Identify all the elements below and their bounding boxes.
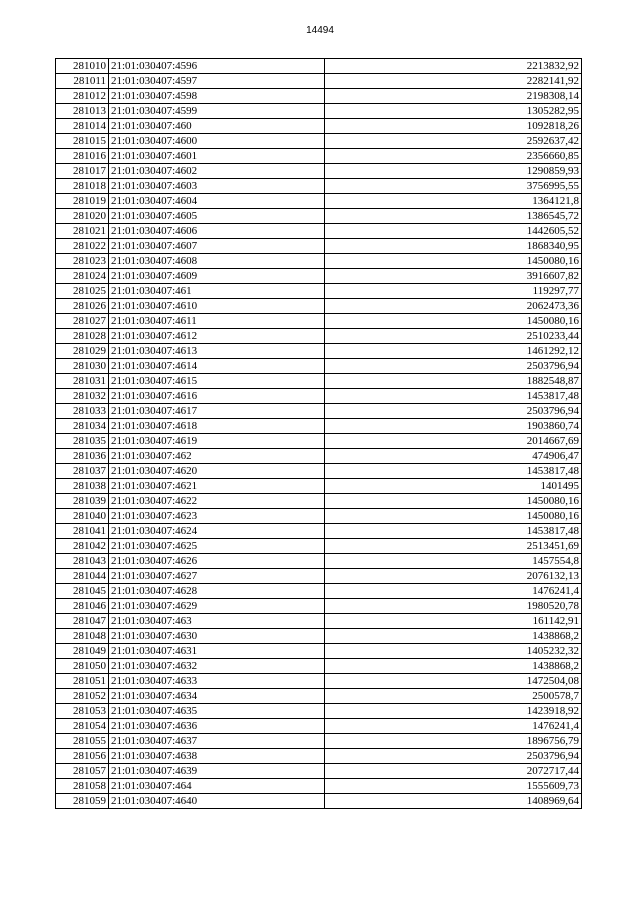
row-id-cell: 281028 — [56, 329, 109, 344]
value-cell: 1450080,16 — [325, 314, 582, 329]
table-row — [56, 734, 582, 749]
row-id-cell: 281050 — [56, 659, 109, 674]
cadastral-number-cell: 21:01:030407:4617 — [109, 404, 325, 419]
value-cell: 1092818,26 — [325, 119, 582, 134]
table-row — [56, 299, 582, 314]
value-cell: 1450080,16 — [325, 494, 582, 509]
row-id-cell: 281033 — [56, 404, 109, 419]
row-id-cell: 281011 — [56, 74, 109, 89]
cadastral-number-cell: 21:01:030407:4639 — [109, 764, 325, 779]
row-id-cell: 281035 — [56, 434, 109, 449]
table-row — [56, 629, 582, 644]
value-cell: 1450080,16 — [325, 509, 582, 524]
row-id-cell: 281044 — [56, 569, 109, 584]
table-row — [56, 74, 582, 89]
cadastral-number-cell: 21:01:030407:4596 — [109, 59, 325, 74]
table-row — [56, 749, 582, 764]
table-row — [56, 269, 582, 284]
table-row — [56, 689, 582, 704]
value-cell: 2592637,42 — [325, 134, 582, 149]
row-id-cell: 281055 — [56, 734, 109, 749]
cadastral-number-cell: 21:01:030407:4621 — [109, 479, 325, 494]
table-row — [56, 359, 582, 374]
cadastral-number-cell: 21:01:030407:4603 — [109, 179, 325, 194]
value-cell: 2072717,44 — [325, 764, 582, 779]
cadastral-number-cell: 21:01:030407:461 — [109, 284, 325, 299]
row-id-cell: 281029 — [56, 344, 109, 359]
table-body — [56, 59, 582, 809]
cadastral-number-cell: 21:01:030407:4630 — [109, 629, 325, 644]
cadastral-number-cell: 21:01:030407:4615 — [109, 374, 325, 389]
value-cell: 2062473,36 — [325, 299, 582, 314]
table-row — [56, 464, 582, 479]
row-id-cell: 281014 — [56, 119, 109, 134]
cadastral-number-cell: 21:01:030407:4637 — [109, 734, 325, 749]
row-id-cell: 281020 — [56, 209, 109, 224]
cadastral-number-cell: 21:01:030407:4627 — [109, 569, 325, 584]
cadastral-number-cell: 21:01:030407:4626 — [109, 554, 325, 569]
value-cell: 2014667,69 — [325, 434, 582, 449]
table-row — [56, 494, 582, 509]
table-row — [56, 764, 582, 779]
row-id-cell: 281025 — [56, 284, 109, 299]
cadastral-number-cell: 21:01:030407:4599 — [109, 104, 325, 119]
value-cell: 1405232,32 — [325, 644, 582, 659]
row-id-cell: 281053 — [56, 704, 109, 719]
row-id-cell: 281051 — [56, 674, 109, 689]
cadastral-number-cell: 21:01:030407:4633 — [109, 674, 325, 689]
value-cell: 1364121,8 — [325, 194, 582, 209]
value-cell: 1401495 — [325, 479, 582, 494]
row-id-cell: 281047 — [56, 614, 109, 629]
value-cell: 1438868,2 — [325, 629, 582, 644]
table-row — [56, 674, 582, 689]
cadastral-number-cell: 21:01:030407:4597 — [109, 74, 325, 89]
table-row — [56, 149, 582, 164]
cadastral-number-cell: 21:01:030407:4600 — [109, 134, 325, 149]
cadastral-number-cell: 21:01:030407:4620 — [109, 464, 325, 479]
table-row — [56, 794, 582, 809]
table-row — [56, 314, 582, 329]
value-cell: 1438868,2 — [325, 659, 582, 674]
value-cell: 1472504,08 — [325, 674, 582, 689]
table-row — [56, 584, 582, 599]
value-cell: 474906,47 — [325, 449, 582, 464]
cadastral-number-cell: 21:01:030407:4613 — [109, 344, 325, 359]
row-id-cell: 281037 — [56, 464, 109, 479]
row-id-cell: 281027 — [56, 314, 109, 329]
cadastral-value-table — [55, 58, 582, 809]
value-cell: 1442605,52 — [325, 224, 582, 239]
cadastral-number-cell: 21:01:030407:4636 — [109, 719, 325, 734]
row-id-cell: 281034 — [56, 419, 109, 434]
value-cell: 1903860,74 — [325, 419, 582, 434]
table-row — [56, 479, 582, 494]
value-cell: 2282141,92 — [325, 74, 582, 89]
value-cell: 2356660,85 — [325, 149, 582, 164]
row-id-cell: 281013 — [56, 104, 109, 119]
cadastral-number-cell: 21:01:030407:4616 — [109, 389, 325, 404]
value-cell: 1461292,12 — [325, 344, 582, 359]
row-id-cell: 281038 — [56, 479, 109, 494]
value-cell: 2500578,7 — [325, 689, 582, 704]
row-id-cell: 281015 — [56, 134, 109, 149]
cadastral-number-cell: 21:01:030407:4634 — [109, 689, 325, 704]
table-row — [56, 659, 582, 674]
row-id-cell: 281039 — [56, 494, 109, 509]
row-id-cell: 281041 — [56, 524, 109, 539]
value-cell: 2510233,44 — [325, 329, 582, 344]
table-row — [56, 119, 582, 134]
value-cell: 1896756,79 — [325, 734, 582, 749]
cadastral-number-cell: 21:01:030407:4601 — [109, 149, 325, 164]
row-id-cell: 281018 — [56, 179, 109, 194]
row-id-cell: 281032 — [56, 389, 109, 404]
cadastral-number-cell: 21:01:030407:4608 — [109, 254, 325, 269]
cadastral-number-cell: 21:01:030407:4623 — [109, 509, 325, 524]
row-id-cell: 281017 — [56, 164, 109, 179]
cadastral-number-cell: 21:01:030407:4604 — [109, 194, 325, 209]
table-row — [56, 179, 582, 194]
cadastral-number-cell: 21:01:030407:4610 — [109, 299, 325, 314]
cadastral-number-cell: 21:01:030407:4622 — [109, 494, 325, 509]
value-cell: 1457554,8 — [325, 554, 582, 569]
cadastral-number-cell: 21:01:030407:464 — [109, 779, 325, 794]
value-cell: 1980520,78 — [325, 599, 582, 614]
table-row — [56, 524, 582, 539]
table-row — [56, 389, 582, 404]
row-id-cell: 281043 — [56, 554, 109, 569]
cadastral-number-cell: 21:01:030407:4614 — [109, 359, 325, 374]
table-row — [56, 509, 582, 524]
table-row — [56, 104, 582, 119]
row-id-cell: 281048 — [56, 629, 109, 644]
row-id-cell: 281040 — [56, 509, 109, 524]
row-id-cell: 281046 — [56, 599, 109, 614]
table-row — [56, 599, 582, 614]
value-cell: 1423918,92 — [325, 704, 582, 719]
cadastral-number-cell: 21:01:030407:4612 — [109, 329, 325, 344]
row-id-cell: 281024 — [56, 269, 109, 284]
table-row — [56, 164, 582, 179]
table-row — [56, 89, 582, 104]
row-id-cell: 281031 — [56, 374, 109, 389]
row-id-cell: 281021 — [56, 224, 109, 239]
table-row — [56, 209, 582, 224]
table-row — [56, 224, 582, 239]
table-row — [56, 404, 582, 419]
table-row — [56, 284, 582, 299]
row-id-cell: 281058 — [56, 779, 109, 794]
value-cell: 2503796,94 — [325, 404, 582, 419]
cadastral-number-cell: 21:01:030407:4625 — [109, 539, 325, 554]
row-id-cell: 281030 — [56, 359, 109, 374]
table-row — [56, 374, 582, 389]
table-row — [56, 704, 582, 719]
value-cell: 3756995,55 — [325, 179, 582, 194]
cadastral-number-cell: 21:01:030407:4629 — [109, 599, 325, 614]
value-cell: 1305282,95 — [325, 104, 582, 119]
table-row — [56, 59, 582, 74]
value-cell: 119297,77 — [325, 284, 582, 299]
cadastral-number-cell: 21:01:030407:4606 — [109, 224, 325, 239]
value-cell: 1868340,95 — [325, 239, 582, 254]
cadastral-number-cell: 21:01:030407:4624 — [109, 524, 325, 539]
cadastral-number-cell: 21:01:030407:4631 — [109, 644, 325, 659]
cadastral-number-cell: 21:01:030407:4632 — [109, 659, 325, 674]
value-cell: 2213832,92 — [325, 59, 582, 74]
value-cell: 1453817,48 — [325, 389, 582, 404]
value-cell: 1290859,93 — [325, 164, 582, 179]
row-id-cell: 281022 — [56, 239, 109, 254]
table-row — [56, 449, 582, 464]
cadastral-number-cell: 21:01:030407:4605 — [109, 209, 325, 224]
row-id-cell: 281059 — [56, 794, 109, 809]
cadastral-number-cell: 21:01:030407:462 — [109, 449, 325, 464]
value-cell: 1453817,48 — [325, 464, 582, 479]
value-cell: 161142,91 — [325, 614, 582, 629]
cadastral-number-cell: 21:01:030407:4635 — [109, 704, 325, 719]
table-row — [56, 539, 582, 554]
row-id-cell: 281052 — [56, 689, 109, 704]
cadastral-number-cell: 21:01:030407:4619 — [109, 434, 325, 449]
value-cell: 1476241,4 — [325, 584, 582, 599]
table-row — [56, 254, 582, 269]
row-id-cell: 281054 — [56, 719, 109, 734]
row-id-cell: 281056 — [56, 749, 109, 764]
value-cell: 1450080,16 — [325, 254, 582, 269]
cadastral-number-cell: 21:01:030407:4598 — [109, 89, 325, 104]
row-id-cell: 281045 — [56, 584, 109, 599]
value-cell: 3916607,82 — [325, 269, 582, 284]
table-row — [56, 719, 582, 734]
value-cell: 2076132,13 — [325, 569, 582, 584]
row-id-cell: 281036 — [56, 449, 109, 464]
row-id-cell: 281026 — [56, 299, 109, 314]
row-id-cell: 281016 — [56, 149, 109, 164]
cadastral-number-cell: 21:01:030407:4607 — [109, 239, 325, 254]
cadastral-number-cell: 21:01:030407:463 — [109, 614, 325, 629]
table-row — [56, 134, 582, 149]
value-cell: 2503796,94 — [325, 359, 582, 374]
table-row — [56, 434, 582, 449]
table-row — [56, 194, 582, 209]
row-id-cell: 281023 — [56, 254, 109, 269]
value-cell: 2513451,69 — [325, 539, 582, 554]
cadastral-number-cell: 21:01:030407:4640 — [109, 794, 325, 809]
value-cell: 1555609,73 — [325, 779, 582, 794]
cadastral-number-cell: 21:01:030407:4628 — [109, 584, 325, 599]
row-id-cell: 281042 — [56, 539, 109, 554]
table-row — [56, 644, 582, 659]
value-cell: 2503796,94 — [325, 749, 582, 764]
value-cell: 1386545,72 — [325, 209, 582, 224]
cadastral-number-cell: 21:01:030407:460 — [109, 119, 325, 134]
table-row — [56, 614, 582, 629]
cadastral-number-cell: 21:01:030407:4611 — [109, 314, 325, 329]
value-cell: 1408969,64 — [325, 794, 582, 809]
cadastral-number-cell: 21:01:030407:4618 — [109, 419, 325, 434]
value-cell: 1453817,48 — [325, 524, 582, 539]
row-id-cell: 281057 — [56, 764, 109, 779]
value-cell: 1882548,87 — [325, 374, 582, 389]
row-id-cell: 281012 — [56, 89, 109, 104]
row-id-cell: 281019 — [56, 194, 109, 209]
cadastral-number-cell: 21:01:030407:4602 — [109, 164, 325, 179]
value-cell: 2198308,14 — [325, 89, 582, 104]
value-cell: 1476241,4 — [325, 719, 582, 734]
table-row — [56, 344, 582, 359]
row-id-cell: 281049 — [56, 644, 109, 659]
cadastral-number-cell: 21:01:030407:4638 — [109, 749, 325, 764]
table-row — [56, 554, 582, 569]
cadastral-number-cell: 21:01:030407:4609 — [109, 269, 325, 284]
table-row — [56, 329, 582, 344]
table-row — [56, 569, 582, 584]
table-row — [56, 419, 582, 434]
row-id-cell: 281010 — [56, 59, 109, 74]
page-number: 14494 — [306, 25, 334, 36]
table-row — [56, 239, 582, 254]
table-row — [56, 779, 582, 794]
